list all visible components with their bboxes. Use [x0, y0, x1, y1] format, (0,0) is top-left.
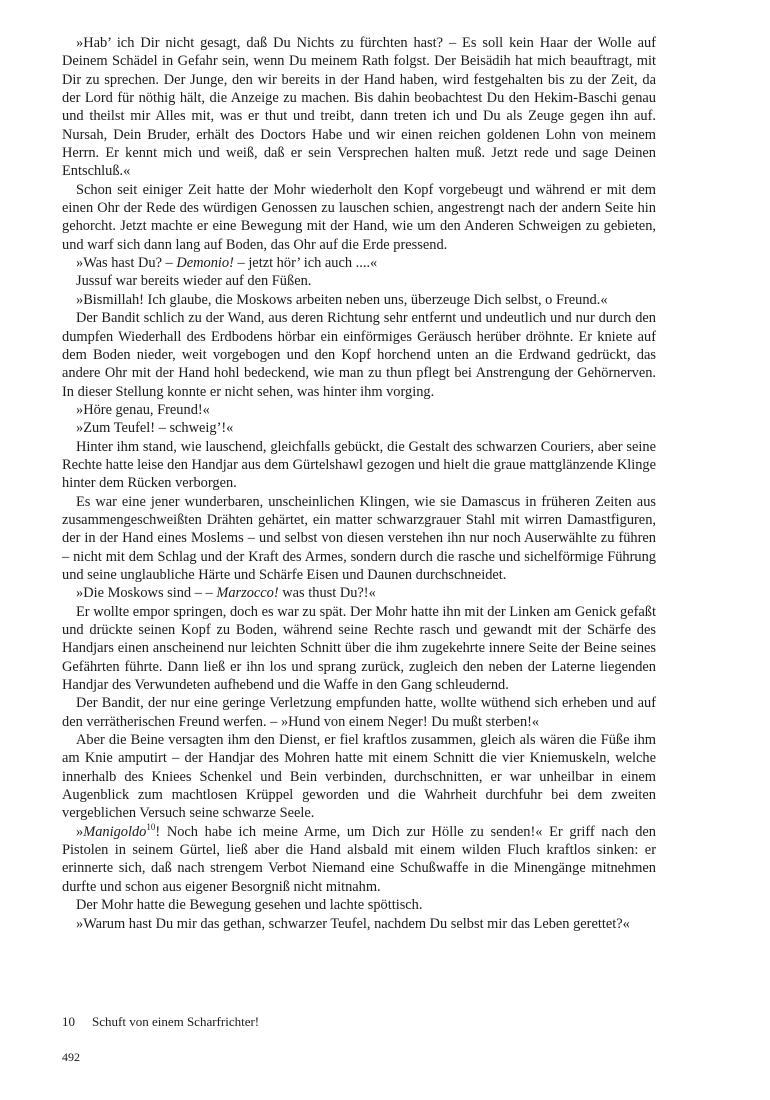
paragraph: Jussuf war bereits wieder auf den Füßen.	[76, 273, 312, 290]
paragraph: »Zum Teufel! – schweig’!«	[76, 420, 234, 437]
paragraph: Der Mohr hatte die Bewegung gesehen und lachte spöttisch.	[76, 897, 423, 914]
paragraph-text: ! Noch habe ich meine Arme, um Dich zur Hölle zu senden!« Er griff nach den Pistolen in seinem Gürtel, ließ aber die Hand alsbald mit einem wilden Fluch kraftlos sinken: er erinnerte sich, daß nach strengem Verbot Niemand eine Schußwaffe in die Minengänge mitnehmen durfte und schon aus eigener Besorgniß nicht mitnahm.	[62, 823, 656, 895]
paragraph: Es war eine jener wunderbaren, unscheinlichen Klingen, wie sie Damascus in früheren Zeiten aus zusammengeschweißten Drähten gehärtet, ein matter schwarzgrauer Stahl mit wirren Damastfiguren, der in der Hand eines Moslems – und selbst von diesen verstehen ihn nur noch Auserwählte zu führen – nicht mit dem Schlag und der Kraft des Armes, sondern durch die rasche und sichelförmige Führung und seine unglaubliche Härte und Schärfe Eisen und Daunen durchschneidet.	[62, 493, 656, 583]
paragraph	[62, 823, 656, 896]
paragraph: Hinter ihm stand, wie lauschend, gleichfalls gebückt, die Gestalt des schwarzen Couriers, aber seine Rechte hatte leise den Handjar aus dem Gürtelshawl gezogen und hielt die graue mattglänzende Klinge hinter dem Rücken verborgen.	[62, 438, 656, 492]
paragraph: Er wollte empor springen, doch es war zu spät. Der Mohr hatte ihn mit der Linken am Genick gefaßt und drückte seinen Kopf zu Boden, während seine Rechte rasch und gewandt mit der Schärfe des Handjars einen anscheinend nur leichten Schnitt über die ihm zugekehrte innere Seite der Beine seines Gefährten führte. Dann ließ er ihn los und sprang zurück, zugleich den neben der Laterne liegenden Handjar des Verwundeten aufhebend und die Waffe in den Gang schleudernd.	[62, 603, 656, 694]
footnote	[62, 1014, 656, 1030]
paragraph: »Bismillah! Ich glaube, die Moskows arbeiten neben uns, überzeuge Dich selbst, o Freund.«	[76, 291, 608, 308]
paragraph: Aber die Beine versagten ihm den Dienst, er fiel kraftlos zusammen, gleich als wären die Füße ihm am Knie amputirt – der Handjar des Mohren hatte mit einem Schnitt die vier Kniemuskeln, welche innerhalb des Kniees Schenkel und Bein verbinden, durchschnitten, er war unheilbar in einem Augenblick zum machtlosen Krüppel geworden und die Wahrheit durchfuhr bei dem zweiten vergeblichen Versuch seine schwarze Seele.	[62, 732, 656, 822]
footnote-number: 10	[62, 1014, 75, 1029]
paragraph-text: »Die Moskows sind – –	[76, 585, 217, 602]
paragraph-text: »	[76, 823, 84, 840]
paragraph: »Warum hast Du mir das gethan, schwarzer Teufel, nachdem Du selbst mir das Leben gerettet?«	[76, 915, 630, 932]
body-text	[62, 34, 656, 933]
paragraph-text: »Was hast Du? –	[76, 255, 177, 272]
paragraph-text: was thust Du?!«	[278, 585, 376, 602]
italic-word: Demonio!	[176, 255, 234, 272]
footnote-reference[interactable]: 10	[146, 821, 156, 832]
italic-word: Marzocco!	[216, 585, 279, 602]
paragraph: Der Bandit schlich zu der Wand, aus deren Richtung sehr entfernt und undeutlich und nur durch den dumpfen Wiederhall des Erdbodens hörbar ein einförmiges Geräusch herüber dröhnte. Er kniete auf dem Boden nieder, weit vorgebogen und den Kopf horchend unten an die Erdwand gedrückt, das andere Ohr mit der Hand hohl bedeckend, wie man zu thun pflegt bei Anstrengung der Gehörnerven. In dieser Stellung konnte er nicht sehen, was hinter ihm vorging.	[62, 310, 656, 400]
paragraph: »Hab’ ich Dir nicht gesagt, daß Du Nichts zu fürchten hast? – Es soll kein Haar der Wolle auf Deinem Schädel in Gefahr sein, wenn Du meinem Rath folgst. Der Beisädih hat mich beauftragt, mit Dir zu sprechen. Der Junge, den wir bereits in der Hand haben, wird festgehalten bis zu der Zeit, da der Lord für nöthig hält, die Anzeige zu machen. Bis dahin beobachtest Du den Hekim-Baschi genau und theilst mir Alles mit, was er thut und treibt, dann treten ich und Du als Zeuge gegen ihn auf. Nursah, Dein Bruder, erhält des Doctors Habe und wir einen reichen goldenen Lohn von meinem Herrn. Er kennt mich und weiß, daß er sein Versprechen halten muß. Jetzt rede und sage Deinen Entschluß.«	[62, 35, 656, 180]
paragraph-text: – jetzt hör’ ich auch ....«	[233, 255, 378, 272]
italic-word: Manigoldo	[83, 823, 147, 840]
paragraph	[62, 584, 656, 602]
paragraph	[62, 254, 656, 272]
paragraph: Schon seit einiger Zeit hatte der Mohr wiederholt den Kopf vorgebeugt und während er mit dem einen Ohr der Rede des würdigen Genossen zu lauschen schien, angestrengt nach der andern Seite hin gehorcht. Jetzt machte er eine Bewegung mit der Hand, wie um den Anderen Schweigen zu gebieten, und warf sich dann lang auf Boden, das Ohr auf die Erde pressend.	[62, 181, 656, 253]
paragraph: »Höre genau, Freund!«	[76, 401, 210, 418]
page-number: 492	[62, 1050, 80, 1064]
paragraph: Der Bandit, der nur eine geringe Verletzung empfunden hatte, wollte wüthend sich erheben und auf den verrätherischen Freund werfen. – »Hund von einem Neger! Du mußt sterben!«	[62, 695, 656, 730]
footnote-text: Schuft von einem Scharfrichter!	[92, 1014, 260, 1029]
